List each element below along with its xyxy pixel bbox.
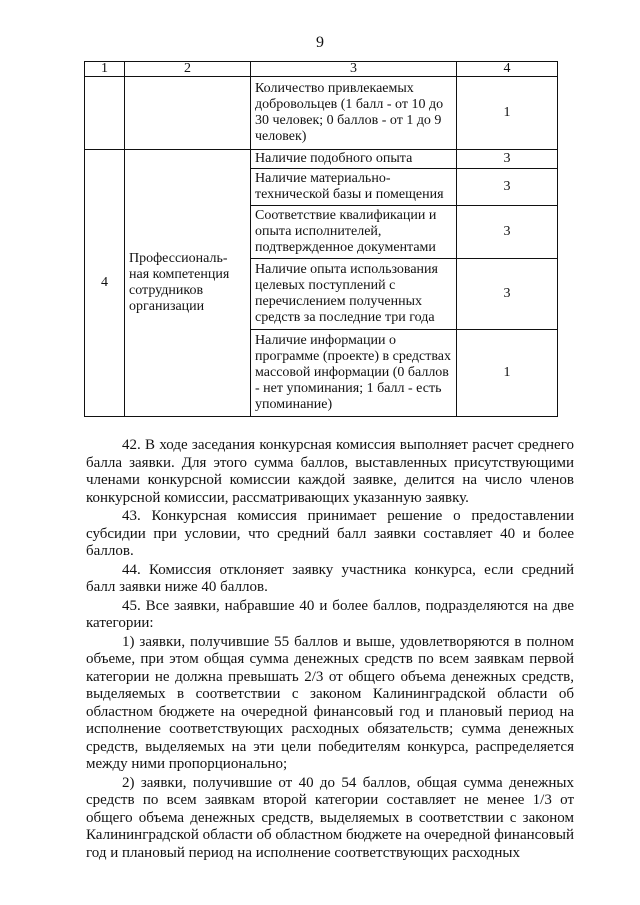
row-number-cell: 4	[85, 150, 125, 417]
score-cell: 1	[457, 330, 558, 417]
paragraph-42: 42. В ходе заседания конкурсная комиссия выполняет расчет среднего балла заявки. Для этого сумма баллов, выставленных присутствующими членами конкурсной комиссии каждой заявке, делится на число членов конкурсной комиссии, рассматривающих указанную заявку.	[86, 437, 574, 506]
criterion-cell: Наличие подобного опыта	[251, 150, 457, 169]
table-row	[85, 150, 558, 169]
paragraph-45: 45. Все заявки, набравшие 40 и более баллов, подразделяются на две категории:	[86, 597, 574, 631]
criterion-cell: Наличие опыта использования целевых поступлений с перечислением полученных средств за последние три года	[251, 259, 457, 330]
row-number-cell	[85, 77, 125, 150]
paragraph-43: 43. Конкурсная комиссия принимает решение о предоставлении субсидии при условии, что средний балл заявки составляет 40 и более баллов.	[86, 508, 574, 559]
header-cell: 2	[125, 62, 251, 77]
criterion-cell: Соответствие квалификации и опыта исполнителей, подтвержденное документами	[251, 206, 457, 259]
score-cell: 3	[457, 150, 558, 169]
header-cell: 3	[251, 62, 457, 77]
score-cell: 3	[457, 259, 558, 330]
score-cell: 1	[457, 77, 558, 150]
criterion-cell: Количество привлекаемых добровольцев (1 балл - от 10 до 30 человек; 0 баллов - от 1 до 9 человек)	[251, 77, 457, 150]
criterion-cell: Наличие информации о программе (проекте) в средствах массовой информации (0 баллов - нет упоминания; 1 балл - есть упоминание)	[251, 330, 457, 417]
criteria-table	[84, 61, 558, 417]
table-row	[85, 77, 558, 150]
page-number: 9	[316, 34, 324, 51]
group-cell: Профессиональ-ная компетенция сотрудников организации	[125, 150, 251, 417]
score-cell: 3	[457, 169, 558, 206]
paragraph-45-item-2: 2) заявки, получившие от 40 до 54 баллов, общая сумма денежных средств по всем заявкам второй категории составляет не менее 1/3 от общего объема денежных средств, выделяемых в соответствии с законом Калининградской области об областном бюджете на очередной финансовый год и плановый период на исполнение соответствующих расходных	[86, 774, 574, 861]
paragraph-45-item-1: 1) заявки, получившие 55 баллов и выше, удовлетворяются в полном объеме, при этом общая сумма денежных средств по всем заявкам первой категории не должна превышать 2/3 от общего объема денежных средств, выделяемых в соответствии с законом Калининградской области об областном бюджете на очередной финансовый год и плановый период на исполнение соответствующих расходных обязательств; сумма денежных средств, выделяемых на эти цели победителям конкурса, распределяется между ними пропорционально;	[86, 633, 574, 772]
table-header-row	[85, 62, 558, 77]
group-cell	[125, 77, 251, 150]
header-cell: 1	[85, 62, 125, 77]
document-body	[86, 437, 574, 863]
criterion-cell: Наличие материально-технической базы и помещения	[251, 169, 457, 206]
paragraph-44: 44. Комиссия отклоняет заявку участника конкурса, если средний балл заявки ниже 40 баллов.	[86, 561, 574, 595]
score-cell: 3	[457, 206, 558, 259]
header-cell: 4	[457, 62, 558, 77]
